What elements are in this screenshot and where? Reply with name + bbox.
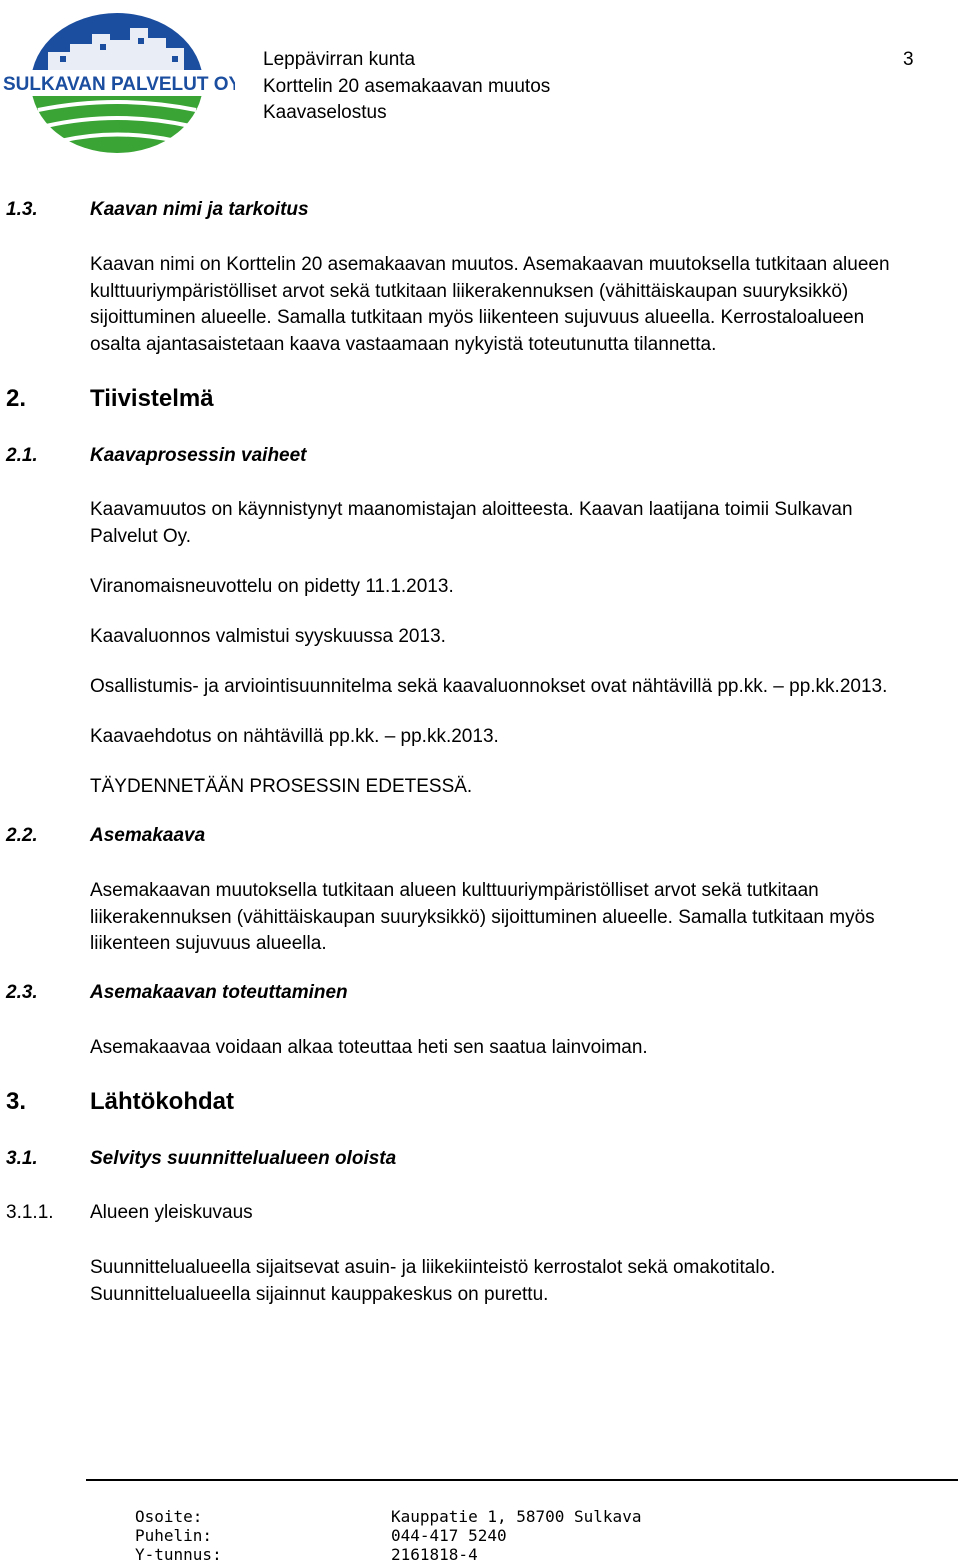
header-doc-type: Kaavaselostus <box>263 102 387 123</box>
section-2-2-title: Asemakaava <box>90 825 206 846</box>
text-line: sijoittuminen alueelle. Samalla tutkitaan myös liikenteen sujuvuus alueella. Kerrostaloalueen <box>90 307 865 328</box>
section-2-1-title: Kaavaprosessin vaiheet <box>90 445 307 466</box>
footer-id-value: 2161818-4 <box>391 1545 478 1564</box>
logo-text: SULKAVAN PALVELUT OY <box>3 74 235 95</box>
section-2-3-number: 2.3. <box>6 982 38 1003</box>
section-3-1-1-number: 3.1.1. <box>6 1202 54 1223</box>
text-line: Kaavamuutos on käynnistynyt maanomistajan aloitteesta. Kaavan laatijana toimii Sulkavan <box>90 499 853 520</box>
section-3-number: 3. <box>6 1088 27 1115</box>
text-line: osalta ajantasaistetaan kaava vastaamaan nykyistä toteutunutta tilannetta. <box>90 333 717 355</box>
text-line: Palvelut Oy. <box>90 525 192 547</box>
header-municipality: Leppävirran kunta <box>263 49 416 70</box>
section-3-1-1-title: Alueen yleiskuvaus <box>90 1202 253 1223</box>
section-3-1-1-paragraph <box>90 1255 950 1308</box>
section-2-number: 2. <box>6 385 27 412</box>
section-1-3-paragraph <box>90 252 950 358</box>
text-line: kulttuuriympäristölliset arvot sekä tutkitaan liikerakennuksen (vähittäiskaupan suuryksikkö) <box>90 280 849 302</box>
text-line: liikerakennuksen (vähittäiskaupan suuryksikkö) sijoittuminen alueelle. Samalla tutkitaan myös <box>90 906 875 928</box>
document-header <box>263 47 550 127</box>
section-2-1-authority-meeting: Viranomaisneuvottelu on pidetty 11.1.2013. <box>90 576 454 597</box>
footer-values <box>391 1507 641 1564</box>
text-line: Suunnittelualueella sijainnut kauppakeskus on purettu. <box>90 1283 549 1305</box>
section-1-3-number: 1.3. <box>6 199 38 220</box>
footer-phone-value: 044-417 5240 <box>391 1526 507 1545</box>
footer-labels <box>135 1507 222 1564</box>
section-1-3-title: Kaavan nimi ja tarkoitus <box>90 199 309 220</box>
section-3-1-title: Selvitys suunnittelualueen oloista <box>90 1148 397 1169</box>
section-2-2-number: 2.2. <box>6 825 38 846</box>
footer-phone-label: Puhelin: <box>135 1526 213 1545</box>
section-3-title: Lähtökohdat <box>90 1088 234 1115</box>
section-2-3-title: Asemakaavan toteuttaminen <box>90 982 348 1003</box>
section-2-2-paragraph <box>90 878 950 958</box>
text-line: liikenteen sujuvuus alueella. <box>90 933 327 954</box>
section-2-title: Tiivistelmä <box>90 385 214 412</box>
section-2-1-draft-ready: Kaavaluonnos valmistui syyskuussa 2013. <box>90 626 446 647</box>
section-3-1-number: 3.1. <box>6 1148 38 1169</box>
section-2-1-number: 2.1. <box>6 445 38 466</box>
text-line: Kaavan nimi on Korttelin 20 asemakaavan muutos. Asemakaavan muutoksella tutkitaan alueen <box>90 254 890 275</box>
footer-divider <box>86 1479 958 1481</box>
company-logo <box>0 8 235 158</box>
section-2-3-paragraph: Asemakaavaa voidaan alkaa toteuttaa heti sen saatua lainvoiman. <box>90 1037 648 1058</box>
text-line: Suunnittelualueella sijaitsevat asuin- ja liikekiinteistö kerrostalot sekä omakotitalo. <box>90 1257 776 1278</box>
header-plan-name: Korttelin 20 asemakaavan muutos <box>263 75 551 97</box>
text-line: Asemakaavan muutoksella tutkitaan alueen kulttuuriympäristölliset arvot sekä tutkitaan <box>90 880 819 901</box>
footer-address-value: Kauppatie 1, 58700 Sulkava <box>391 1507 642 1526</box>
section-2-1-participation-plan: Osallistumis- ja arviointisuunnitelma sekä kaavaluonnokset ovat nähtävillä pp.kk. – pp.kk.2013. <box>90 676 888 697</box>
section-2-1-note: TÄYDENNETÄÄN PROSESSIN EDETESSÄ. <box>90 776 473 797</box>
section-2-1-paragraph <box>90 497 950 550</box>
section-2-1-proposal: Kaavaehdotus on nähtävillä pp.kk. – pp.kk.2013. <box>90 726 499 747</box>
footer-address-label: Osoite: <box>135 1507 203 1526</box>
logo-graphic <box>0 8 235 158</box>
footer-id-label: Y-tunnus: <box>135 1545 222 1564</box>
page-number: 3 <box>903 49 914 70</box>
